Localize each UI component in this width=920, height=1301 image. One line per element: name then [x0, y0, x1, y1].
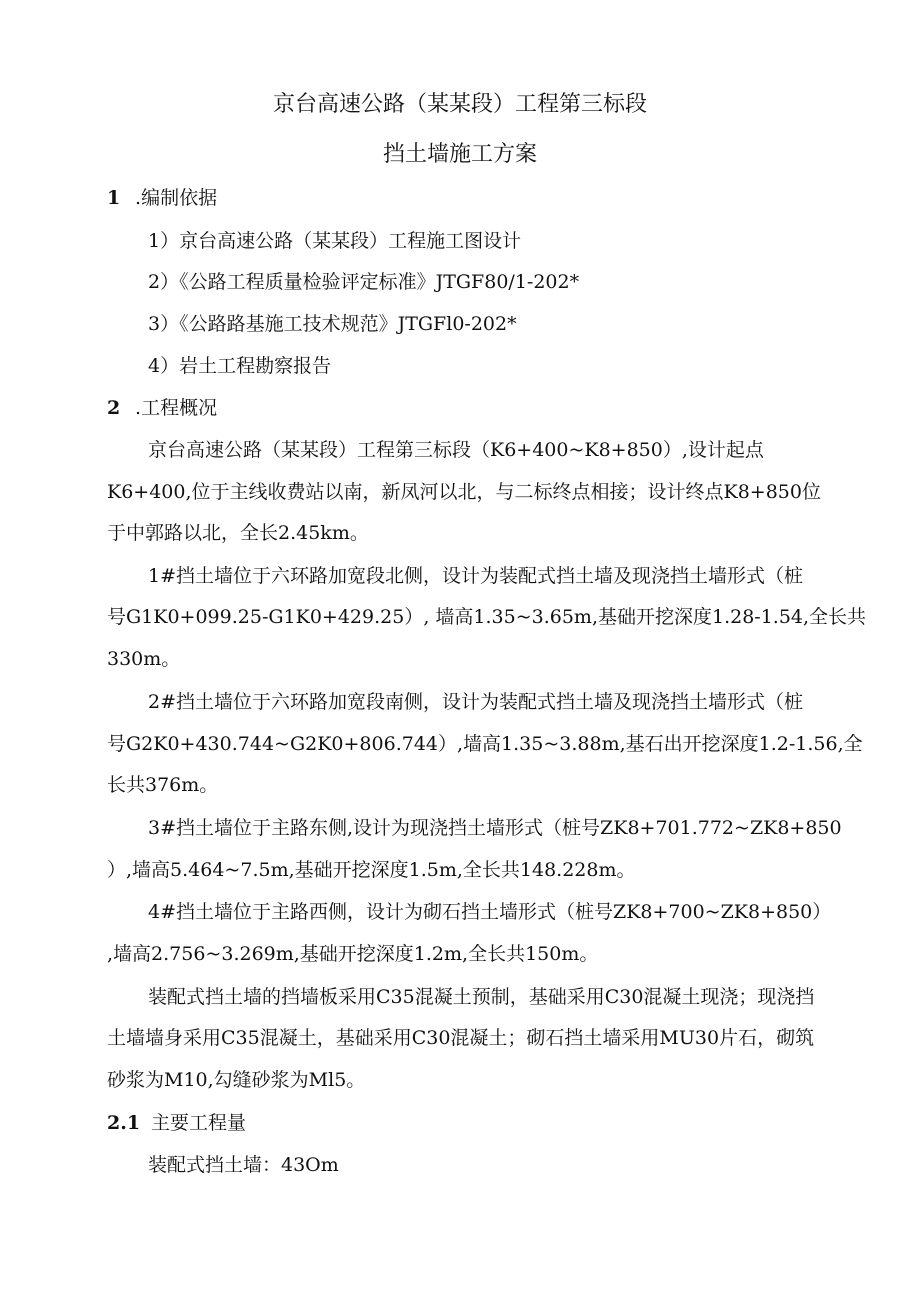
list-item: 3）《公路路基施工技术规范》JTGFl0-202* — [148, 313, 517, 335]
paragraph-line: 砂浆为M10,勾缝砂浆为Ml5。 — [107, 1069, 366, 1091]
paragraph-line: 1#挡土墙位于六环路加宽段北侧，设计为装配式挡土墙及现浇挡土墙形式（桩 — [148, 565, 804, 587]
paragraph-line: 4#挡土墙位于主路西侧，设计为砌石挡土墙形式（桩号ZK8+700~ZK8+850） — [148, 901, 832, 923]
paragraph-line: 于中郭路以北，全长2.45km。 — [107, 522, 369, 544]
paragraph-line: 号G1K0+099.25-G1K0+429.25）, 墙高1.35~3.65m,基础开挖深度1.28-1.54,全长共 — [107, 606, 867, 628]
section-title: 主要工程量 — [151, 1112, 247, 1134]
section-number: 1 — [107, 187, 121, 209]
section-2-heading — [107, 395, 217, 421]
paragraph-line: 长共376m。 — [107, 774, 219, 796]
paragraph-line: K6+400,位于主线收费站以南，新凤河以北，与二标终点相接；设计终点K8+850位 — [107, 481, 821, 503]
list-item: 4）岩土工程勘察报告 — [148, 355, 332, 377]
document-title: 京台高速公路（某某段）工程第三标段 — [272, 92, 647, 117]
paragraph-line: 3#挡土墙位于主路东侧,设计为现浇挡土墙形式（桩号ZK8+701.772~ZK8+850 — [148, 817, 842, 839]
paragraph-line: 2#挡土墙位于六环路加宽段南侧，设计为装配式挡土墙及现浇挡土墙形式（桩 — [148, 691, 804, 713]
paragraph-line: 330m。 — [107, 648, 181, 670]
paragraph-line: ,墙高2.756~3.269m,基础开挖深度1.2m,全长共150m。 — [107, 943, 599, 965]
paragraph-line: ）,墙高5.464~7.5m,基础开挖深度1.5m,全长共148.228m。 — [107, 859, 636, 881]
paragraph-line: 土墙墙身采用C35混凝土，基础采用C30混凝土；砌石挡土墙采用MU30片石，砌筑 — [107, 1027, 815, 1049]
paragraph-line: 装配式挡土墙的挡墙板采用C35混凝土预制，基础采用C30混凝土现浇；现浇挡 — [148, 986, 815, 1008]
section-title: .工程概况 — [129, 397, 218, 419]
paragraph-line: 京台高速公路（某某段）工程第三标段（K6+400~K8+850）,设计起点 — [148, 439, 764, 461]
section-number: 2.1 — [107, 1112, 141, 1134]
paragraph-line: 号G2K0+430.744~G2K0+806.744）,墙高1.35~3.88m,基石出开挖深度1.2-1.56,全 — [107, 733, 863, 755]
list-item: 2）《公路工程质量检验评定标准》JTGF80/1-202* — [148, 271, 580, 293]
list-item: 1）京台高速公路（某某段）工程施工图设计 — [148, 230, 522, 252]
section-2-1-heading — [107, 1110, 246, 1136]
section-1-heading — [107, 185, 217, 211]
paragraph-line: 装配式挡土墙：43Om — [148, 1154, 339, 1176]
document-subtitle: 挡土墙施工方案 — [382, 142, 537, 167]
section-title: .编制依据 — [129, 187, 218, 209]
section-number: 2 — [107, 397, 121, 419]
